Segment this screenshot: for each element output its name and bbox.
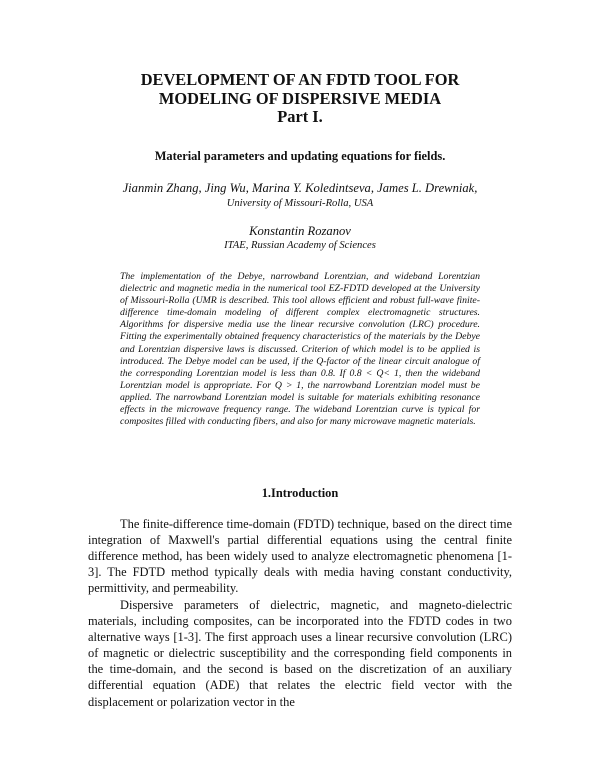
- affiliation-secondary: ITAE, Russian Academy of Sciences: [224, 240, 376, 251]
- abstract: The implementation of the Debye, narrowband Lorentzian, and wideband Lorentzian dielectric and magnetic media in the numerical tool EZ-FDTD developed at the University of Missouri-Rolla (UMR is described. This tool allows efficient and robust full-wave finite-difference time-domain modeling of different complex electromagnetic structures. Algorithms for dispersive media use the linear recursive convolution (LRC) procedure. Fitting the experimentally obtained frequency characteristics of the materials by the Debye and Lorentzian dispersive laws is discussed. Criterion of which model is to be applied is introduced. The Debye model can be used, if the Q-factor of the linear circuit analogue of the corresponding Lorentzian model is less than 0.8. If 0.8 < Q< 1, then the wideband Lorentzian model is appropriate. For Q > 1, the narrowband Lorentzian model must be applied. The narrowband Lorentzian model is suitable for materials exhibiting resonance effects in the microwave frequency range. The wideband Lorentzian curve is typical for composites filled with conducting fibers, and also for many microwave magnetic materials.: [120, 271, 480, 428]
- title-line-3: Part I.: [277, 107, 323, 127]
- affiliation-primary: University of Missouri-Rolla, USA: [226, 198, 374, 209]
- intro-paragraph-2: Dispersive parameters of dielectric, magnetic, and magneto-dielectric materials, including composites, can be incorporated into the FDTD codes in two alternative ways [1-3]. The first approach uses a linear recursive convolution (LRC) of magnetic or dielectric susceptibility and the corresponding field components in the time-domain, and the second is based on the discretization of an auxiliary differential equation (ADE) that relates the electric field vector with the displacement or polarization vector in the: [88, 598, 512, 709]
- author-secondary: Konstantin Rozanov: [249, 224, 351, 238]
- title-line-1: DEVELOPMENT OF AN FDTD TOOL FOR: [140, 70, 460, 89]
- section-heading-introduction: 1.Introduction: [261, 486, 339, 500]
- intro-paragraph-1: The finite-difference time-domain (FDTD) technique, based on the direct time integration of Maxwell's partial differential equations using the central finite difference method, has been widely used to analyze electromagnetic phenomena [1-3]. The FDTD method typically deals with media having constant conductivity, permittivity, and permeability.: [88, 517, 512, 596]
- paper-title: [60, 71, 540, 127]
- title-line-2: MODELING OF DISPERSIVE MEDIA: [158, 88, 442, 108]
- authors-primary: Jianmin Zhang, Jing Wu, Marina Y. Koledintseva, James L. Drewniak,: [122, 181, 478, 195]
- paper-subtitle: Material parameters and updating equations for fields.: [154, 149, 446, 163]
